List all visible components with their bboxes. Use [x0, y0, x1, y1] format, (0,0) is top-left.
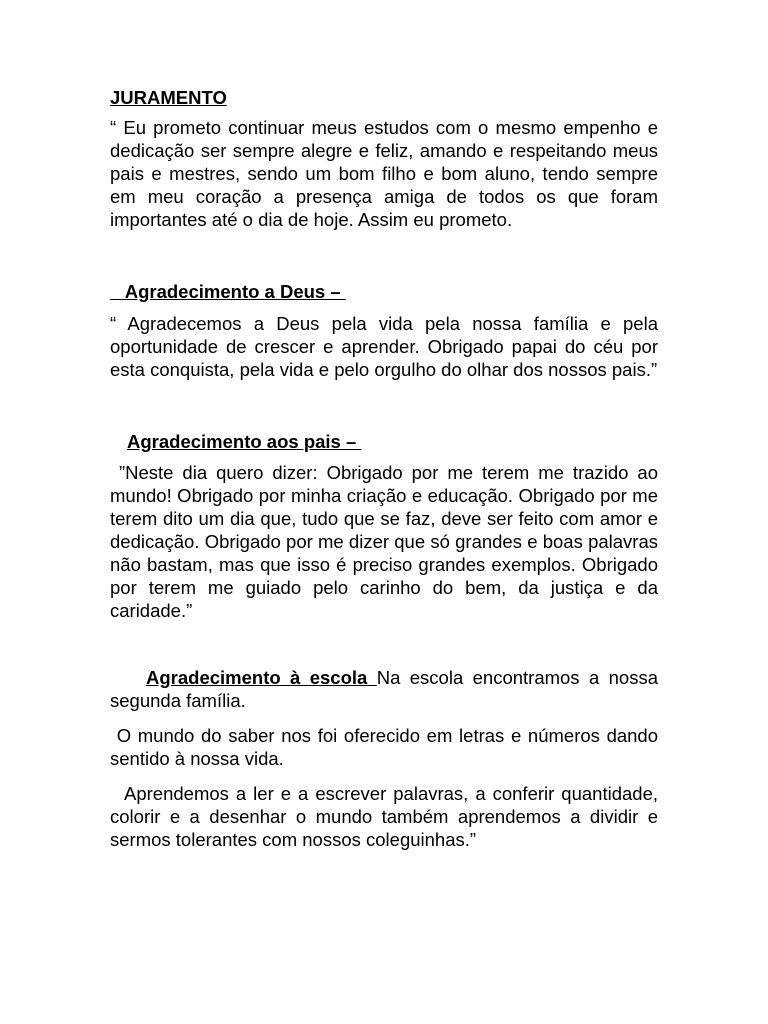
escola-intro-text: Na escola encontramos a nossa segunda família. [110, 667, 658, 711]
pais-heading: Agradecimento aos pais – [127, 431, 362, 452]
escola-paragraph-1: O mundo do saber nos foi oferecido em letras e números dando sentido à nossa vida. [110, 725, 664, 769]
pais-text: ”Neste dia quero dizer: Obrigado por me terem me trazido ao mundo! Obrigado por minha criação e educação. Obrigado por me terem dito um dia que, tudo que se faz, deve ser feito com amor e dedicação. Obrigado por me dizer que só grandes e boas palavras não bastam, mas que isso é preciso grandes exemplos. Obrigado por terem me guiado pelo carinho do bem, da justiça e da caridade.” [110, 462, 664, 621]
deus-heading: Agradecimento a Deus – [110, 281, 346, 302]
escola-paragraph-2: Aprendemos a ler e a escrever palavras, a conferir quantidade, colorir e a desenhar o mundo também aprendemos a dividir e sermos tolerantes com nossos coleguinhas.” [110, 783, 664, 850]
juramento-text: “ Eu prometo continuar meus estudos com o mesmo empenho e dedicação ser sempre alegre e feliz, amando e respeitando meus pais e mestres, sendo um bom filho e bom aluno, tendo sempre em meu coração a presença amiga de todos os que foram importantes até o dia de hoje. Assim eu prometo. [110, 117, 658, 230]
deus-text: “ Agradecemos a Deus pela vida pela nossa família e pela oportunidade de crescer e aprender. Obrigado papai do céu por esta conquista, pela vida e pelo orgulho do olhar dos nossos pais.” [110, 313, 658, 380]
escola-intro-paragraph [110, 666, 658, 712]
escola-heading: Agradecimento à escola [146, 667, 377, 688]
document-page [110, 86, 664, 851]
juramento-heading: JURAMENTO [110, 87, 227, 108]
